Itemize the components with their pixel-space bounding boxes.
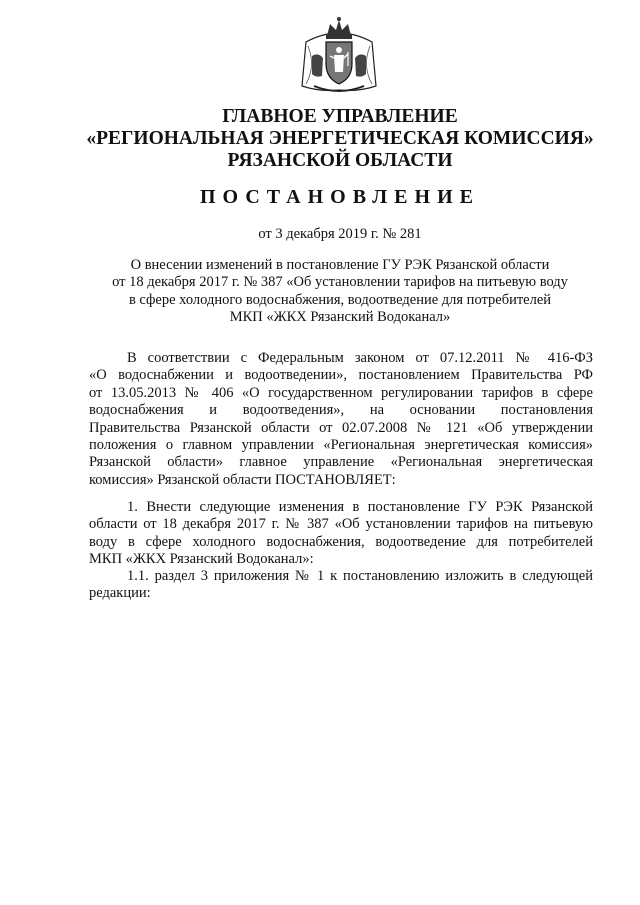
text-line: водоснабжения и водоотведения», на основании постановления: [89, 402, 593, 419]
authority-line-3: РЯЗАНСКОЙ ОБЛАСТИ: [227, 150, 453, 171]
subject-line: в сфере холодного водоснабжения, водоотведение для потребителей: [128, 291, 552, 308]
text-line: воду в сфере холодного водоснабжения, водоотведение для потребителей: [89, 533, 593, 550]
text-line: МКП «ЖКХ Рязанский Водоканал»:: [89, 551, 314, 568]
decree-subject: [60, 257, 620, 327]
preamble-paragraph: [89, 350, 593, 489]
text-line: Правительства Рязанской области от 02.07.2008 № 121 «Об утверждении: [89, 419, 593, 436]
date-and-number: от 3 декабря 2019 г. № 281: [258, 226, 422, 242]
text-line: от 13.05.2013 № 406 «О государственном регулировании тарифов в сфере: [89, 384, 593, 401]
text-line: Рязанской области» главное управление «Региональная энергетическая: [89, 454, 593, 471]
text-line: положения о главном управлении «Региональная энергетическая комиссия»: [89, 437, 593, 454]
subject-line: О внесении изменений в постановление ГУ РЭК Рязанской области: [130, 257, 550, 273]
item-1-1-paragraph: [89, 568, 593, 603]
text-line: 1. Внести следующие изменения в постановление ГУ РЭК Рязанской: [127, 499, 593, 515]
text-line: «О водоснабжении и водоотведении», постановлением Правительства РФ: [89, 367, 593, 384]
authority-line-1: ГЛАВНОЕ УПРАВЛЕНИЕ: [222, 106, 458, 127]
text-line: области от 18 декабря 2017 г. № 387 «Об установлении тарифов на питьевую: [89, 516, 593, 533]
text-line: комиссия» Рязанской области ПОСТАНОВЛЯЕТ:: [89, 471, 396, 488]
subject-line: МКП «ЖКХ Рязанский Водоканал»: [229, 309, 451, 326]
coat-of-arms-emblem: [296, 16, 382, 96]
authority-line-2: «РЕГИОНАЛЬНАЯ ЭНЕРГЕТИЧЕСКАЯ КОМИССИЯ»: [86, 128, 594, 149]
item-1-paragraph: [89, 499, 593, 569]
text-line: 1.1. раздел 3 приложения № 1 к постановлению изложить в следующей: [127, 568, 593, 584]
text-line: В соответствии с Федеральным законом от 07.12.2011 № 416-ФЗ: [127, 350, 593, 366]
issuing-authority: [60, 106, 620, 172]
text-line: редакции:: [89, 585, 151, 602]
document-type-title: ПОСТАНОВЛЕНИЕ: [200, 186, 480, 208]
subject-line: от 18 декабря 2017 г. № 387 «Об установлении тарифов на питьевую воду: [112, 274, 568, 291]
